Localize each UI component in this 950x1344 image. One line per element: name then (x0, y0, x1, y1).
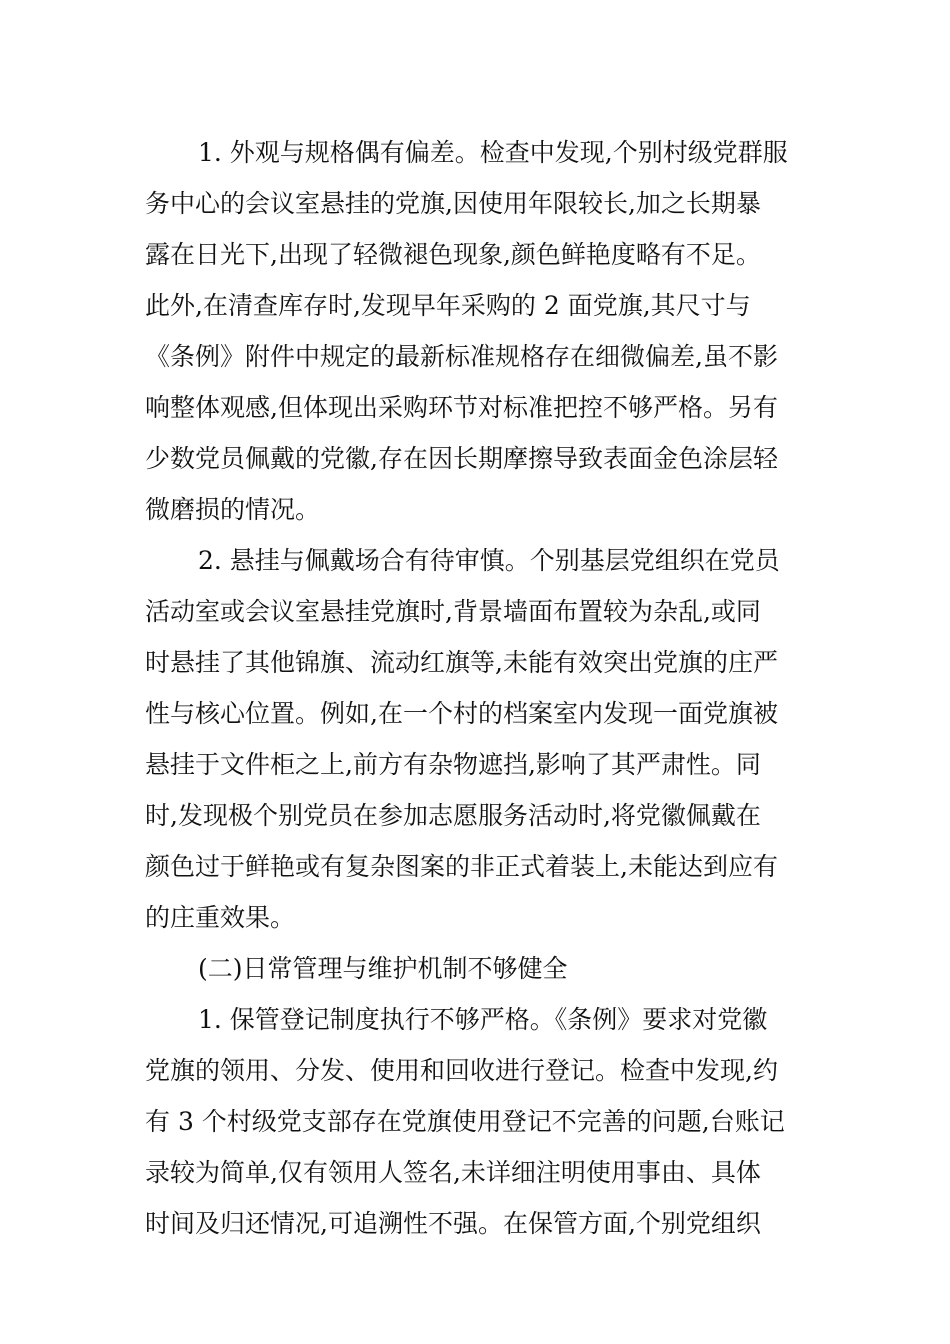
paragraph-line (0, 386, 950, 430)
paragraph-line (0, 1151, 950, 1195)
paragraph-text: 露在日光下,出现了轻微褪色现象,颜色鲜艳度略有不足。 (145, 240, 761, 269)
paragraph-line (0, 794, 950, 838)
section-heading-text: (二)日常管理与维护机制不够健全 (198, 954, 568, 983)
paragraph-text: 《条例》附件中规定的最新标准规格存在细微偏差,虽不影 (145, 342, 778, 371)
paragraph-text: 1. 保管登记制度执行不够严格。《条例》要求对党徽 (198, 1005, 768, 1034)
paragraph-text: 响整体观感,但体现出采购环节对标准把控不够严格。另有 (145, 393, 778, 422)
paragraph-line (0, 284, 950, 328)
paragraph-line (0, 641, 950, 685)
paragraph-line (0, 743, 950, 787)
paragraph-text: 活动室或会议室悬挂党旗时,背景墙面布置较为杂乱,或同 (145, 597, 761, 626)
paragraph-text: 少数党员佩戴的党徽,存在因长期摩擦导致表面金色涂层轻 (145, 444, 778, 473)
paragraph-line (0, 1049, 950, 1093)
paragraph-line (0, 437, 950, 481)
paragraph-text: 悬挂于文件柜之上,前方有杂物遮挡,影响了其严肃性。同 (145, 750, 761, 779)
paragraph-text: 此外,在清查库存时,发现早年采购的 2 面党旗,其尺寸与 (145, 291, 751, 320)
paragraph-line (0, 998, 950, 1042)
paragraph-line (0, 1100, 950, 1144)
paragraph-text: 微磨损的情况。 (145, 495, 321, 524)
paragraph-text: 的庄重效果。 (145, 903, 296, 932)
paragraph-text: 党旗的领用、分发、使用和回收进行登记。检查中发现,约 (145, 1056, 778, 1085)
paragraph-text: 时悬挂了其他锦旗、流动红旗等,未能有效突出党旗的庄严 (145, 648, 778, 677)
paragraph-text: 2. 悬挂与佩戴场合有待审慎。个别基层党组织在党员 (198, 546, 780, 575)
paragraph-line (0, 182, 950, 226)
paragraph-text: 录较为简单,仅有领用人签名,未详细注明使用事由、具体 (145, 1158, 761, 1187)
paragraph-line (0, 896, 950, 940)
paragraph-line (0, 692, 950, 736)
section-heading (0, 947, 950, 991)
paragraph-line (0, 131, 950, 175)
paragraph-text: 颜色过于鲜艳或有复杂图案的非正式着装上,未能达到应有 (145, 852, 778, 881)
paragraph-line (0, 335, 950, 379)
paragraph-text: 时间及归还情况,可追溯性不强。在保管方面,个别党组织 (145, 1209, 761, 1238)
paragraph-line (0, 233, 950, 277)
paragraph-line (0, 590, 950, 634)
paragraph-text: 时,发现极个别党员在参加志愿服务活动时,将党徽佩戴在 (145, 801, 761, 830)
paragraph-text: 有 3 个村级党支部存在党旗使用登记不完善的问题,台账记 (145, 1107, 785, 1136)
paragraph-line (0, 539, 950, 583)
paragraph-text: 性与核心位置。例如,在一个村的档案室内发现一面党旗被 (145, 699, 778, 728)
paragraph-line (0, 1202, 950, 1246)
paragraph-line (0, 488, 950, 532)
paragraph-line (0, 845, 950, 889)
paragraph-text: 务中心的会议室悬挂的党旗,因使用年限较长,加之长期暴 (145, 189, 761, 218)
paragraph-text: 1. 外观与规格偶有偏差。检查中发现,个别村级党群服 (198, 138, 788, 167)
